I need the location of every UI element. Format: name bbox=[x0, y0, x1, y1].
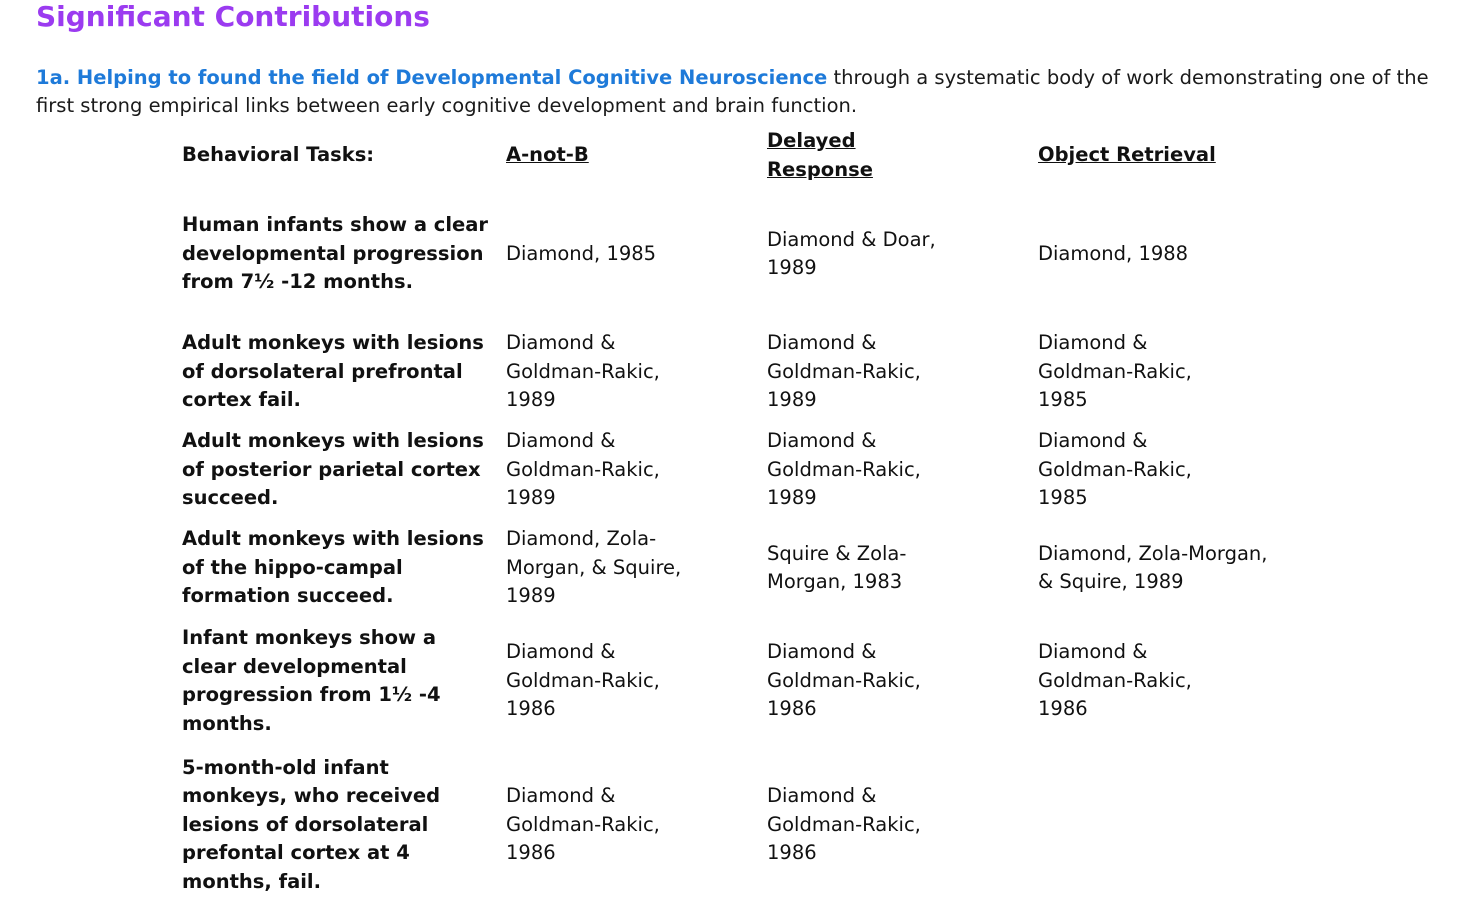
table-row bbox=[176, 421, 1284, 519]
header-object-retrieval bbox=[1032, 126, 1284, 185]
intro-lead: 1a. Helping to found the field of Developmental Cognitive Neuroscience bbox=[36, 66, 828, 89]
table-row bbox=[176, 323, 1284, 421]
cell-a-not-b: Diamond, Zola-Morgan, & Squire, 1989 bbox=[506, 527, 682, 608]
cell-a-not-b: Diamond & Goldman-Rakic, 1989 bbox=[506, 429, 660, 510]
table-row bbox=[176, 519, 1284, 617]
table-row bbox=[176, 617, 1284, 745]
header-object-retrieval-label: Object Retrieval bbox=[1038, 143, 1216, 167]
cell-a-not-b: Diamond & Goldman-Rakic, 1986 bbox=[506, 784, 660, 865]
cell-a-not-b: Diamond & Goldman-Rakic, 1986 bbox=[506, 640, 660, 721]
contributions-table bbox=[176, 126, 1284, 905]
cell-object-retrieval: Diamond & Goldman-Rakic, 1986 bbox=[1038, 640, 1192, 721]
cell-object-retrieval: Diamond & Goldman-Rakic, 1985 bbox=[1038, 331, 1192, 412]
cell-delayed-response: Squire & Zola-Morgan, 1983 bbox=[767, 541, 907, 593]
cell-delayed-response: Diamond & Goldman-Rakic, 1989 bbox=[767, 331, 921, 412]
row-label: 5-month-old infant monkeys, who received lesions of dorsolateral prefontal cortex at 4 months, fail. bbox=[182, 755, 441, 893]
page-title: Significant Contributions bbox=[36, 0, 430, 33]
row-label: Infant monkeys show a clear developmental progression from 1½ -4 months. bbox=[182, 626, 441, 735]
header-delayed-response-label: Delayed Response bbox=[767, 129, 873, 181]
row-label: Adult monkeys with lesions of posterior parietal cortex succeed. bbox=[182, 429, 484, 510]
cell-a-not-b: Diamond & Goldman-Rakic, 1989 bbox=[506, 331, 660, 412]
cell-delayed-response: Diamond & Doar, 1989 bbox=[767, 227, 936, 279]
row-label: Human infants show a clear developmental progression from 7½ -12 months. bbox=[182, 213, 489, 294]
cell-object-retrieval: Diamond, Zola-Morgan, & Squire, 1989 bbox=[1038, 541, 1268, 593]
row-label: Adult monkeys with lesions of the hippo-campal formation succeed. bbox=[182, 527, 484, 608]
table-row bbox=[176, 745, 1284, 905]
intro-paragraph bbox=[36, 64, 1446, 120]
cell-a-not-b: Diamond, 1985 bbox=[506, 241, 657, 265]
cell-object-retrieval: Diamond, 1988 bbox=[1038, 241, 1189, 265]
cell-delayed-response: Diamond & Goldman-Rakic, 1986 bbox=[767, 640, 921, 721]
row-label: Adult monkeys with lesions of dorsolateral prefrontal cortex fail. bbox=[182, 331, 484, 412]
cell-object-retrieval: Diamond & Goldman-Rakic, 1985 bbox=[1038, 429, 1192, 510]
cell-delayed-response: Diamond & Goldman-Rakic, 1989 bbox=[767, 429, 921, 510]
intro-text: through a systematic body of work demonstrating one of the first strong empirical links between early cognitive development and brain function. bbox=[36, 66, 1429, 117]
header-delayed-response bbox=[761, 126, 1032, 185]
table-row bbox=[176, 185, 1284, 323]
cell-object-retrieval bbox=[1032, 745, 1284, 905]
header-a-not-b-label: A-not-B bbox=[506, 143, 589, 167]
cell-delayed-response: Diamond & Goldman-Rakic, 1986 bbox=[767, 784, 921, 865]
header-behavioral-tasks: Behavioral Tasks: bbox=[182, 143, 375, 167]
header-a-not-b bbox=[500, 126, 761, 185]
table-header-row bbox=[176, 126, 1284, 185]
